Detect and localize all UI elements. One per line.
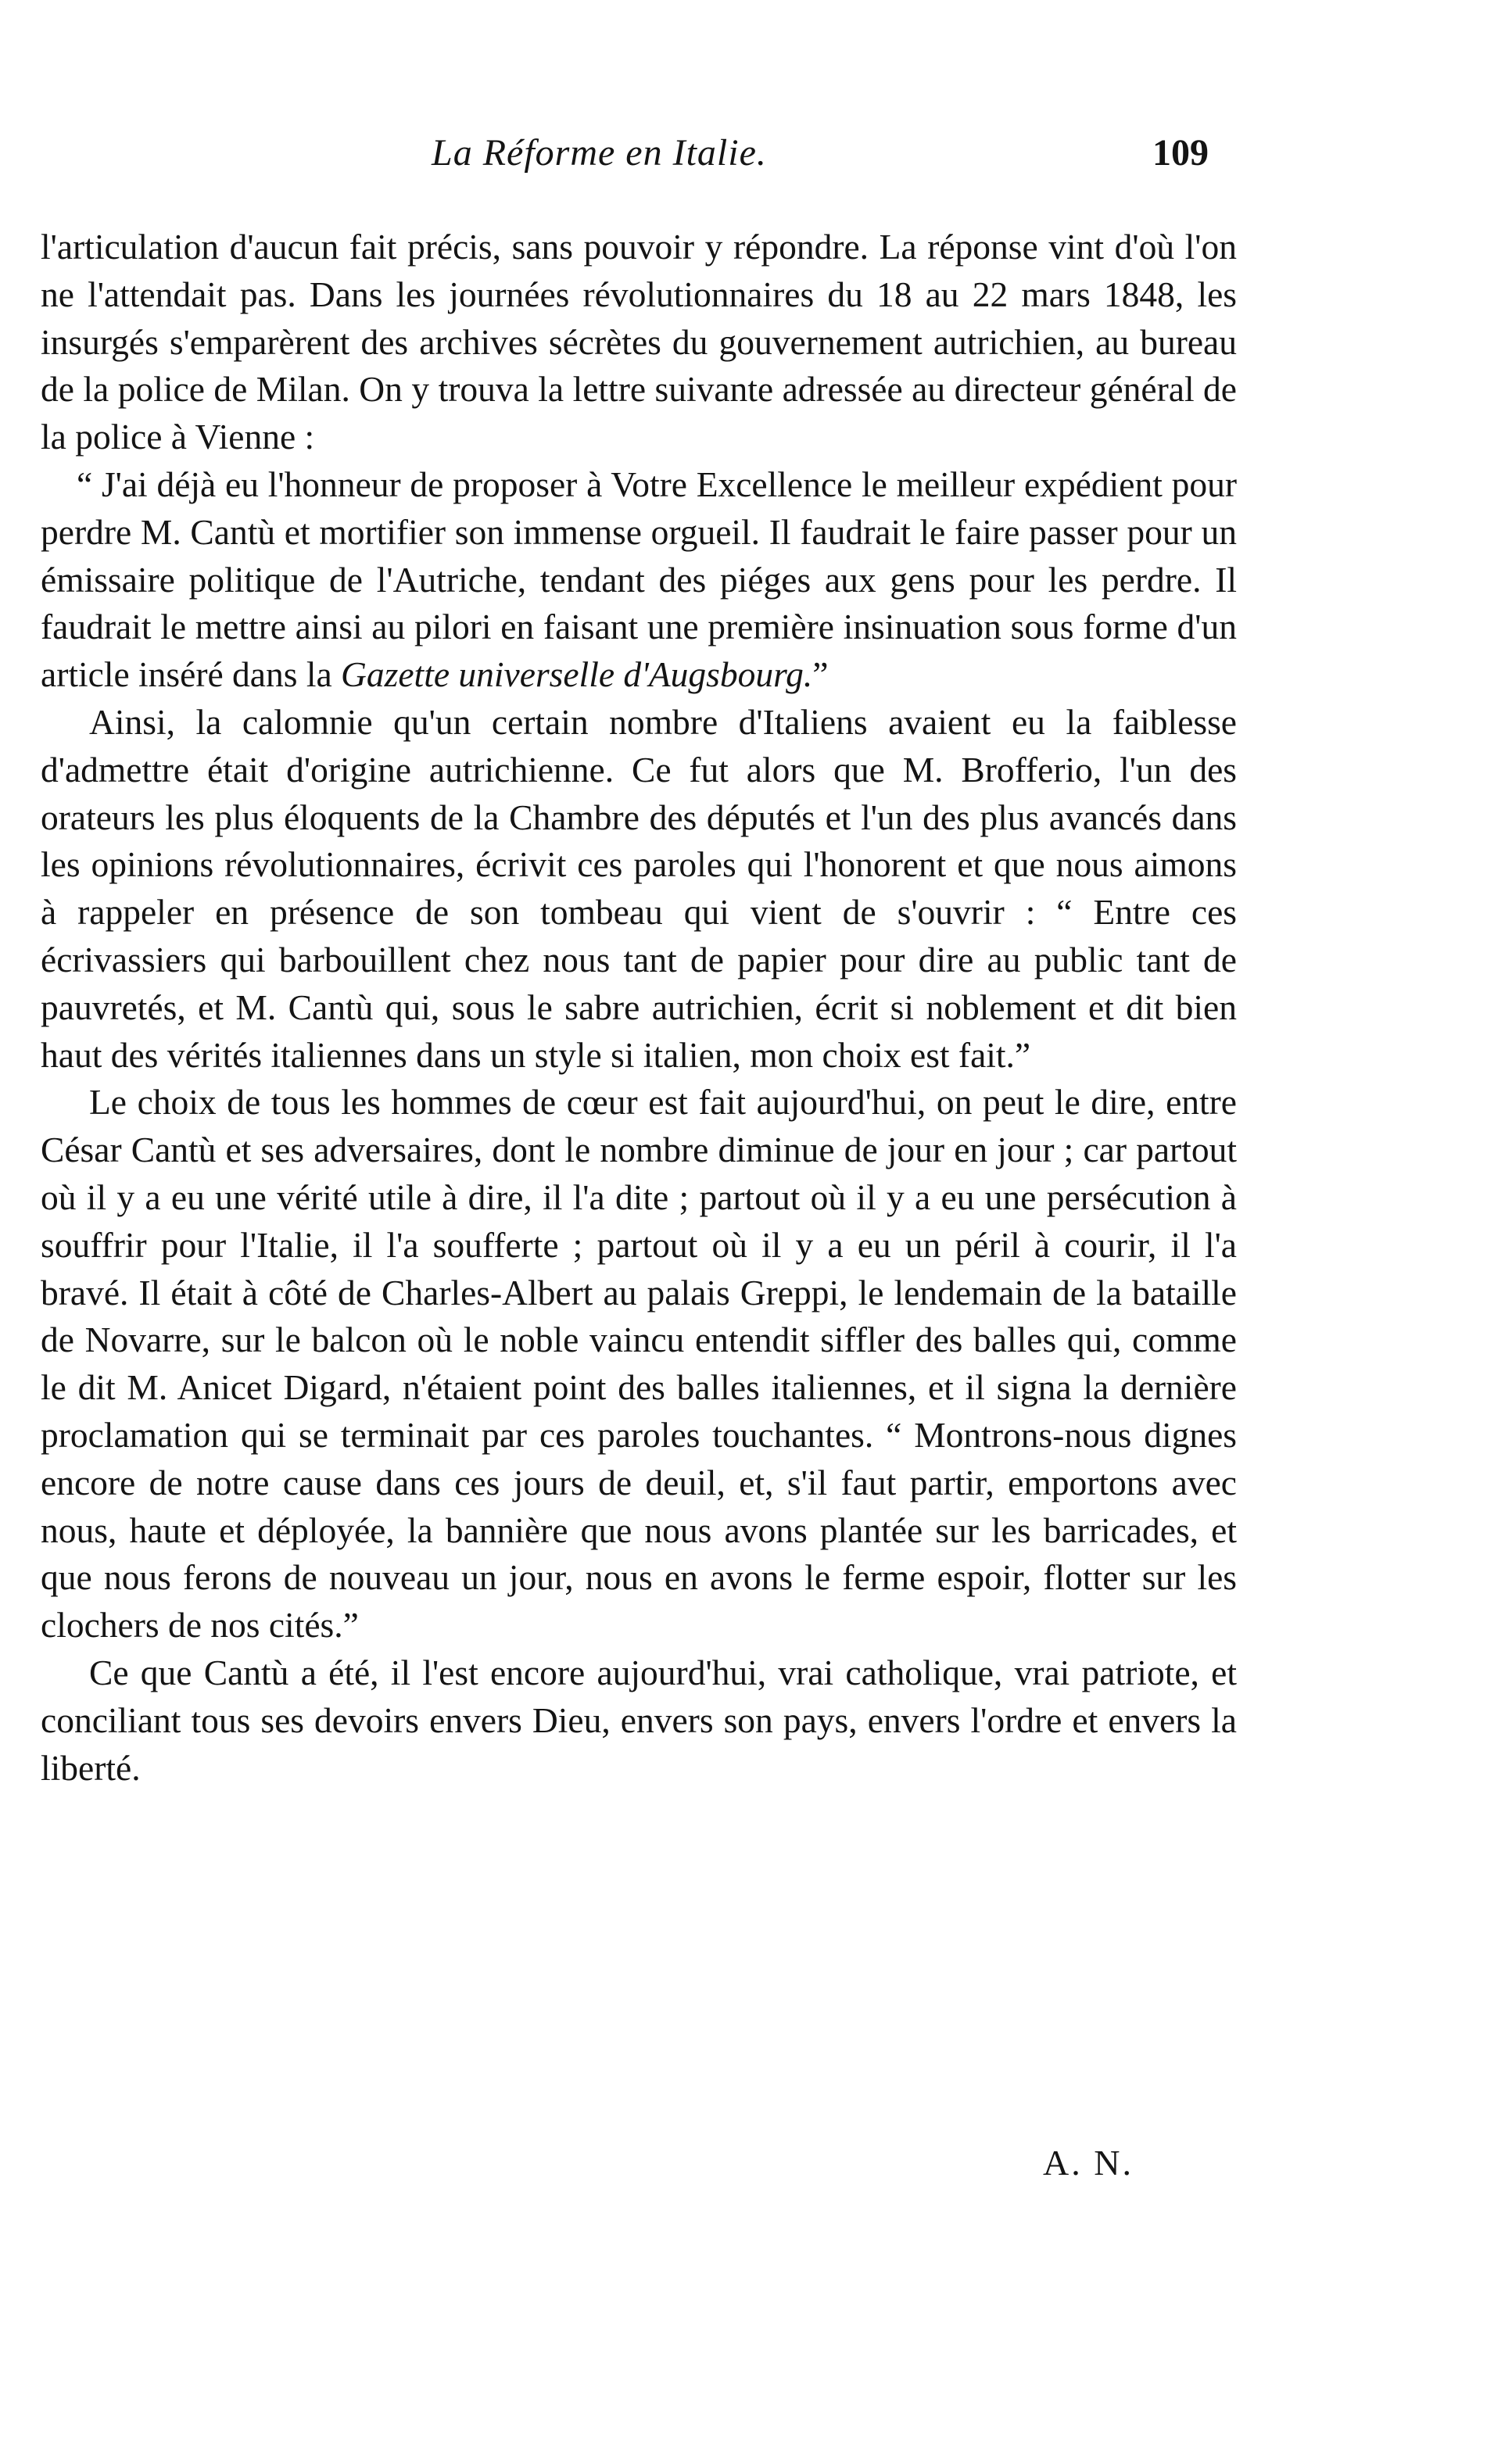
paragraph-5: Ce que Cantù a été, il l'est encore aujourd'hui, vrai catholique, vrai patriote, et conciliant tous ses devoirs envers Dieu, envers son pays, envers l'ordre et envers la liberté. [41,1652,1237,1788]
paragraph-1: l'articulation d'aucun fait précis, sans pouvoir y répondre. La réponse vint d'où l'on ne l'attendait pas. Dans les journées révolutionnaires du 18 au 22 mars 1848, les insurgés s'emparèrent des archives sécrètes du gouvernement autrichien, au bureau de la police de Milan. On y trouva la lettre suivante adressée au directeur général de la police à Vienne : [41,227,1237,457]
paragraph-4: Le choix de tous les hommes de cœur est fait aujourd'hui, on peut le dire, entre César Cantù et ses adversaires, dont le nombre diminue de jour en jour ; car partout où il y a eu une vérité utile à dire, il l'a dite ; partout où il y a eu une persécution à souffrir pour l'Italie, il l'a soufferte ; partout où il y a eu un péril à courir, il l'a bravé. Il était à côté de Charles-Albert au palais Greppi, le lendemain de la bataille de Novarre, sur le balcon où le noble vaincu entendit siffler des balles qui, comme le dit M. Anicet Digard, n'étaient point des balles italiennes, et il signa la dernière proclamation qui se terminait par ces paroles touchantes. “ Montrons-nous dignes encore de notre cause dans ces jours de deuil, et, s'il faut partir, emportons avec nous, haute et déployée, la bannière que nous avons plantée sur les barricades, et que nous ferons de nouveau un jour, nous en avons le ferme espoir, flotter sur les clochers de nos cités.” [41,1082,1237,1646]
running-head [0,131,1512,186]
author-signature: A. N. [1043,2143,1134,2183]
paragraph-3: Ainsi, la calomnie qu'un certain nombre d'Italiens avaient eu la faiblesse d'admettre était d'origine autrichienne. Ce fut alors que M. Brofferio, l'un des orateurs les plus éloquents de la Chambre des députés et l'un des plus avancés dans les opinions révolutionnaires, écrivit ces paroles qui l'honorent et que nous aimons à rappeler en présence de son tombeau qui vient de s'ouvrir : “ Entre ces écrivassiers qui barbouillent chez nous tant de papier pour dire au public tant de pauvretés, et M. Cantù qui, sous le sabre autrichien, écrit si noblement et dit bien haut des vérités italiennes dans un style si italien, mon choix est fait.” [41,701,1237,1075]
quote-close: ” [812,654,829,695]
body-text [41,224,1237,1792]
running-title: La Réforme en Italie. [432,132,767,174]
quote-text: “ J'ai déjà eu l'honneur de proposer à Votre Excellence le meilleur expédient pour perdre M. Cantù et mortifier son immense orgueil. Il faudrait le faire passer pour un émissaire politique de l'Autriche, tendant des piéges aux gens pour les perdre. Il faudrait le mettre ainsi au pilori en faisant une première insinuation sous forme d'un article inséré dans la [41,464,1237,695]
page-number: 109 [1152,132,1209,174]
newspaper-title: Gazette universelle d'Augsbourg. [341,654,813,695]
paragraph-2-quote [41,461,1237,699]
